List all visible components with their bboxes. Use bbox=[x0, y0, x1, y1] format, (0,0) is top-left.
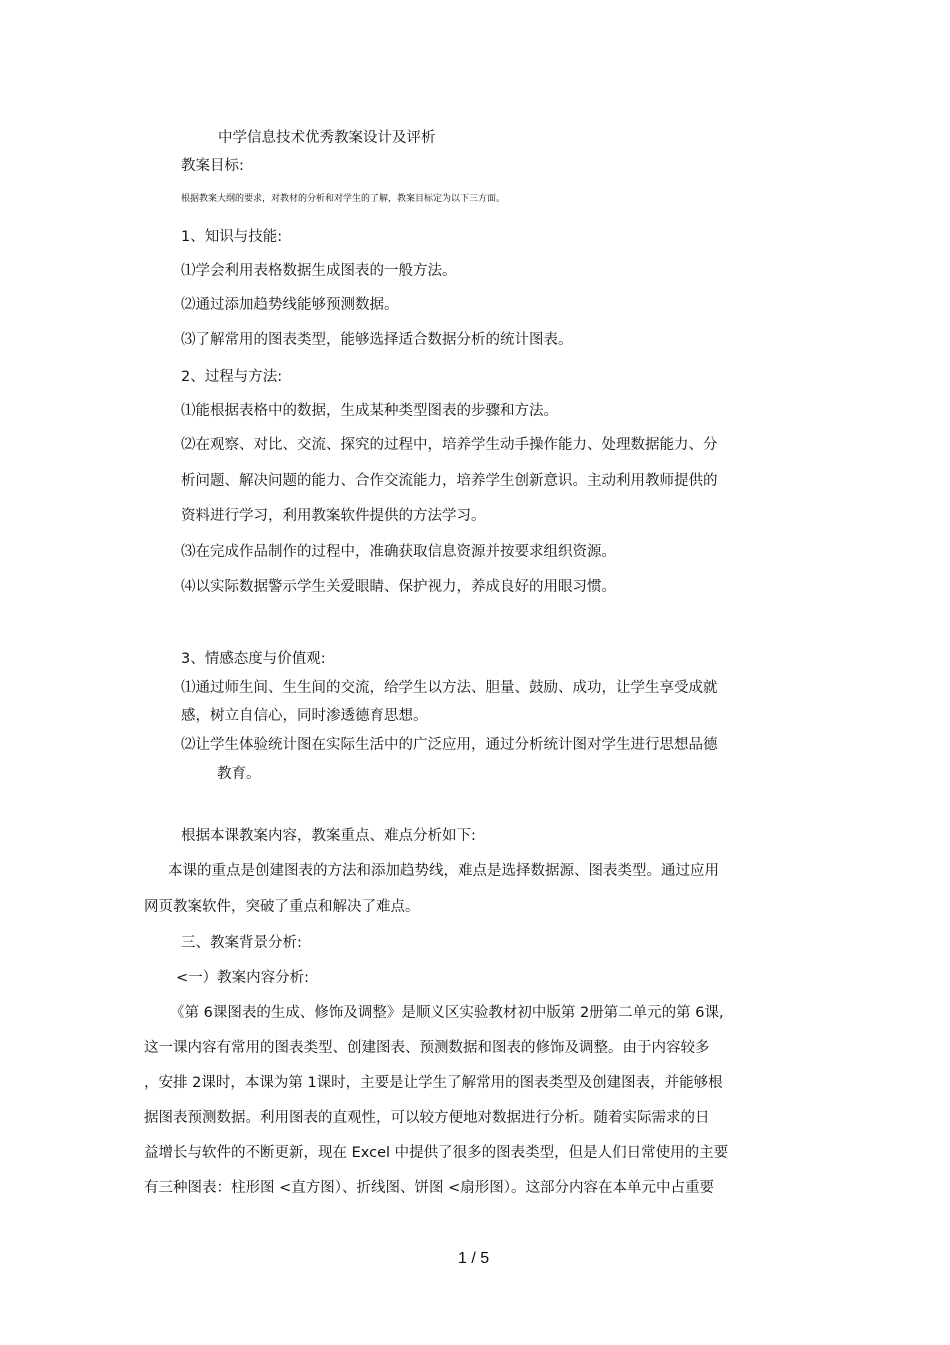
section-2-line: ⑴能根据表格中的数据，生成某种类型图表的步骤和方法。 bbox=[181, 403, 558, 419]
section-2-line: ⑵在观察、对比、交流、探究的过程中，培养学生动手操作能力、处理数据能力、分 bbox=[181, 437, 718, 453]
section-3-line: 感，树立自信心，同时渗透德育思想。 bbox=[181, 708, 428, 724]
content-line: 益增长与软件的不断更新，现在 Excel 中提供了很多的图表类型，但是人们日常使用的主要 bbox=[144, 1145, 729, 1161]
key-points-line: 本课的重点是创建图表的方法和添加趋势线，难点是选择数据源、图表类型。通过应用 bbox=[168, 863, 719, 879]
section-2-line: 析问题、解决问题的能力、合作交流能力，培养学生创新意识。主动利用教师提供的 bbox=[181, 473, 718, 489]
section-2-line: ⑷以实际数据警示学生关爱眼睛、保护视力，养成良好的用眼习惯。 bbox=[181, 579, 616, 595]
section-3-line: ⑴通过师生间、生生间的交流，给学生以方法、胆量、鼓励、成功，让学生享受成就 bbox=[181, 680, 718, 696]
content-analysis-heading: <一）教案内容分析: bbox=[176, 970, 310, 986]
key-points-line: 网页教案软件，突破了重点和解决了难点。 bbox=[144, 899, 420, 915]
section-3-heading: 3、情感态度与价值观: bbox=[181, 651, 326, 667]
content-line: 据图表预测数据。利用图表的直观性，可以较方便地对数据进行分析。随着实际需求的日 bbox=[144, 1110, 710, 1126]
content-line: ，安排 2课时，本课为第 1课时，主要是让学生了解常用的图表类型及创建图表，并能够根 bbox=[144, 1075, 723, 1091]
background-heading: 三、教案背景分析: bbox=[181, 935, 302, 951]
section-2-line: ⑶在完成作品制作的过程中，准确获取信息资源并按要求组织资源。 bbox=[181, 544, 616, 560]
section-3-line: 教育。 bbox=[217, 766, 261, 782]
section-1-item: ⑶了解常用的图表类型，能够选择适合数据分析的统计图表。 bbox=[181, 332, 573, 348]
goal-intro: 根据教案大纲的要求，对教材的分析和对学生的了解，教案目标定为以下三方面。 bbox=[181, 194, 506, 204]
section-1-item: ⑴学会利用表格数据生成图表的一般方法。 bbox=[181, 263, 457, 279]
section-2-heading: 2、过程与方法: bbox=[181, 369, 283, 385]
page-number: 1 / 5 bbox=[458, 1250, 490, 1267]
key-points-heading: 根据本课教案内容，教案重点、难点分析如下: bbox=[181, 828, 476, 844]
content-line: 《第 6课图表的生成、修饰及调整》是顺义区实验教材初中版第 2册第二单元的第 6课, bbox=[170, 1005, 724, 1021]
section-1-heading: 1、知识与技能: bbox=[181, 229, 283, 245]
goal-heading: 教案目标: bbox=[181, 158, 244, 174]
section-1-item: ⑵通过添加趋势线能够预测数据。 bbox=[181, 297, 399, 313]
section-2-line: 资料进行学习，利用教案软件提供的方法学习。 bbox=[181, 508, 486, 524]
content-line: 这一课内容有常用的图表类型、创建图表、预测数据和图表的修饰及调整。由于内容较多 bbox=[144, 1040, 710, 1056]
doc-title: 中学信息技术优秀教案设计及评析 bbox=[218, 130, 436, 146]
content-line: 有三种图表：柱形图 <直方图）、折线图、饼图 <扇形图）。这部分内容在本单元中占重要 bbox=[144, 1180, 715, 1196]
section-3-line: ⑵让学生体验统计图在实际生活中的广泛应用，通过分析统计图对学生进行思想品德 bbox=[181, 737, 718, 753]
